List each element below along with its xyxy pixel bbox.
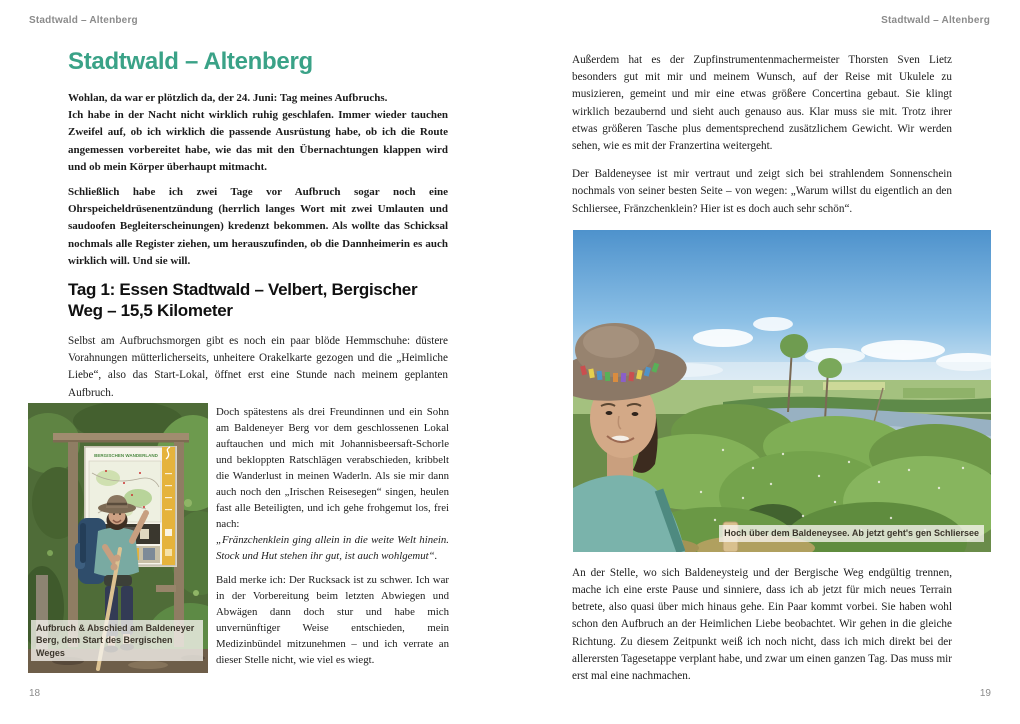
intro-paragraph: Ich habe in der Nacht nicht wirklich ruhig geschlafen. Immer wieder tauchen Zweifel auf, ob ich wirklich die passende Ausrüstung habe, ob ich die Route angemessen vorbereitet habe, wie das mit den Übernachtungen klappen wird und ob mein Körper überhaupt mitmacht. [68,109,448,173]
paragraph: Doch spätestens als drei Freundinnen und ein Sohn am Baldeneyer Berg vor dem geschlossenen Lokal auftauchen und mich mit Johannisbeersaft-Schorle und bekloppten Ratschlägen verabschieden, kribbelt die Wanderlust in meinen Waderln. Als sie mir dann auch noch den „Irischen Reisesegen“ singen, heulen fast alle Beteiligten, und ich gehe frohgemut los, frei nach: [216,406,449,530]
right-page-column [572,52,979,685]
paragraph: Außerdem hat es der Zupfinstrumentenmachermeister Thorsten Sven Lietz besonders gut mit mir und meinem Wunsch, auf der Reise mit Ukulele zu musizieren, gemeint und mir eine etwas größere Concertina gebaut. Sie klingt wirklich bezaubernd und sieht auch genauso aus. Klar muss sie mit. Trotz ihrer etwas größeren Tasche plus dementsprechend zusätzlichem Gewicht. Wir werden sehen, wie es mit der Franzertina weitergeht. [572,54,952,153]
intro-paragraph-2: Schließlich habe ich zwei Tage vor Aufbruch sogar noch eine Ohrspeicheldrüsenentzündung (herrlich langes Wort mit zwei Umlauten und saudoofen Begleiterscheinungen) kredenzt bekommen. Als wollte das Schicksal nochmals alle Register ziehen, um herauszufinden, ob die Dannheimerin es auch wirklich will. Und sie will. [68,186,448,267]
paragraph: Der Baldeneysee ist mir vertraut und zeigt sich bei strahlendem Sonnenschein nochmals von seiner besten Seite – von wegen: „Warum willst du eigentlich an den Schliersee, Fränzchenklein? Hier ist es doch auch sehr schön“. [572,168,952,215]
photo-baldeneysee-view [573,230,991,552]
left-page-column [68,49,448,402]
photo-caption: Hoch über dem Baldeneysee. Ab jetzt geht's gen Schliersee [719,525,984,542]
quote-lines: „Fränzchenklein ging allein in die weite Welt hinein. Stock und Hut stehen ihr gut, ist auch wohlgemut“. [216,534,449,562]
running-header-left: Stadtwald – Altenberg [29,15,138,26]
photo-caption: Aufbruch & Abschied am Baldeneyer Berg, dem Start des Bergischen Weges [31,620,203,662]
board-side-stripe [162,447,175,565]
paragraph: Selbst am Aufbruchsmorgen gibt es noch ein paar blöde Hemmschuhe: düstere Vorahnungen mütterlicherseits, unheitere Orakelkarte gezogen und die „Heimliche Liebe“, also das Start-Lokal, öffnet erst eine Stunde nach meinem geplanten Aufbruch. [68,335,448,399]
intro-opening-line: Wohlan, da war er plötzlich da, der 24. Juni: Tag meines Aufbruchs. [68,92,388,104]
running-header-right: Stadtwald – Altenberg [881,15,990,26]
left-page-side-column [216,404,449,668]
photo-scene-lake-selfie [573,230,991,552]
page-number-right: 19 [979,688,991,699]
hip-pack [104,575,132,586]
page-number-left: 18 [29,688,41,699]
page-title: Stadtwald – Altenberg [68,48,313,75]
section-heading-day1: Tag 1: Essen Stadtwald – Velbert, Bergischer Weg – 15,5 Kilometer [68,280,418,321]
paragraph: An der Stelle, wo sich Baldeneysteig und der Bergische Weg endgültig trennen, mache ich eine erste Pause und sinniere, dass ich ab jetzt für mich neues Terrain betrete, also quasi über mich hinaus gehe. Ein Paar kommt vorbei. Sie haben wohl schon den Aufbruch an der Heimlichen Liebe beobachtet. Wir gehen in die gleiche Richtung. Zu diesem Zeitpunkt weiß ich noch nicht, dass ich mich direkt bei der allerersten Tagesetappe verplant habe, und zwar um einen ganzen Tag. Das muss mir erst mal eine nachmachen. [572,566,952,683]
photo-baldeneyer-berg [28,403,208,673]
info-board-title: BERGISCHEN WANDERLAND [94,453,158,458]
paragraph: Bald merke ich: Der Rucksack ist zu schwer. Ich war in der Vorbereitung beim letzten Abwiegen und Abwägen dann doch stur und habe mich unvernünftiger Weise entschieden, mein Medizinbündel mitzunehmen – und ich verrate an dieser Stelle nicht, wie viel es wiegt. [216,574,449,666]
